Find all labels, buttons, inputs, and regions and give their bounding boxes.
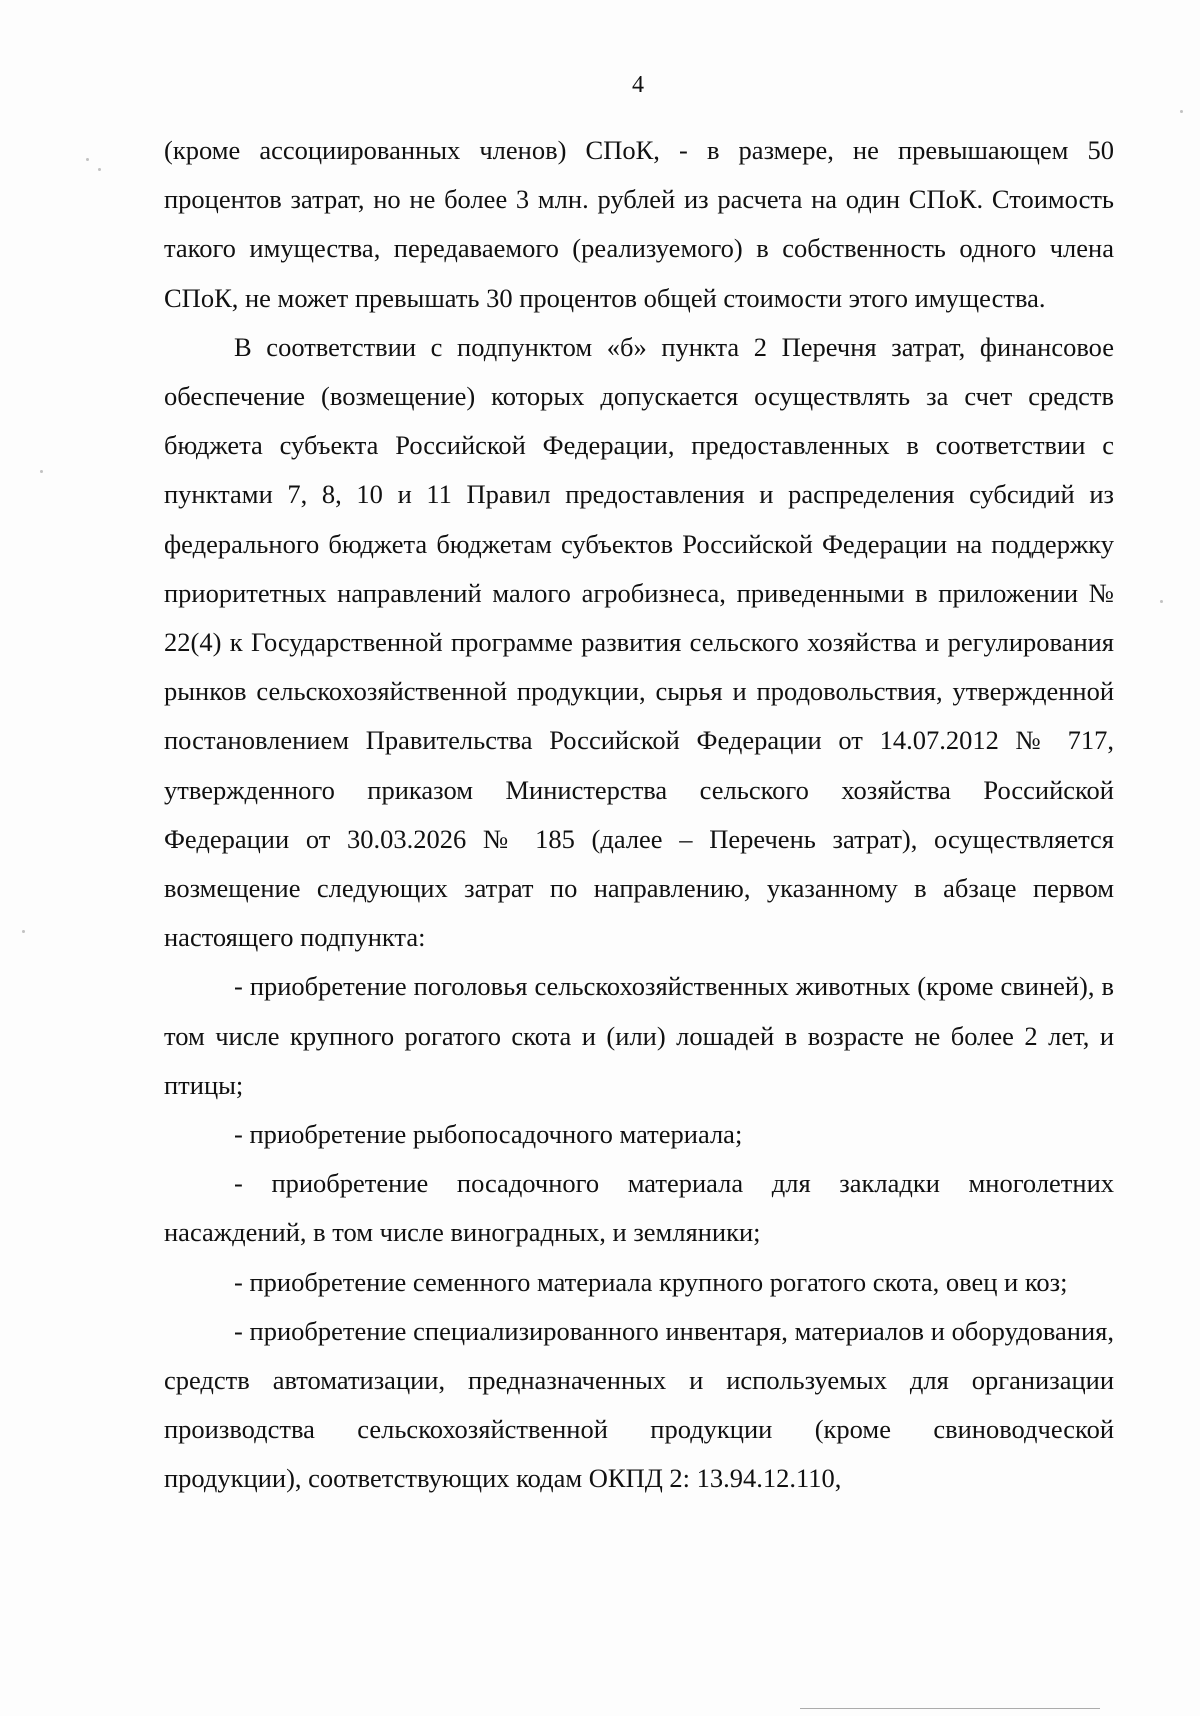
paragraph-main: В соответствии с подпунктом «б» пункта 2 Перечня затрат, финансовое обеспечение (возмещение) которых допускается осуществлять за счет средств бюджета субъекта Российской Федерации, предоставленных в соответствии с пунктами 7, 8, 10 и 11 Правил предоставления и распределения субсидий из федерального бюджета бюджетам субъектов Российской Федерации на поддержку приоритетных направлений малого агробизнеса, приведенными в приложении № 22(4) к Государственной программе развития сельского хозяйства и регулирования рынков сельскохозяйственной продукции, сырья и продовольствия, утвержденной постановлением Правительства Российской Федерации от 14.07.2012 № 717, утвержденного приказом Министерства сельского хозяйства Российской Федерации от 30.03.2026 № 185 (далее – Перечень затрат), осуществляется возмещение следующих затрат по направлению, указанному в абзаце первом настоящего подпункта:	[164, 331, 1114, 953]
document-body	[164, 126, 1114, 1504]
page-number: 4	[632, 72, 644, 98]
scan-speck	[98, 168, 101, 171]
scan-speck	[1180, 110, 1183, 113]
paragraph-continuation: (кроме ассоциированных членов) СПоК, - в размере, не превышающем 50 процентов затрат, но не более 3 млн. рублей из расчета на один СПоК. Стоимость такого имущества, передаваемого (реализуемого) в собственность одного члена СПоК, не может превышать 30 процентов общей стоимости этого имущества.	[164, 135, 1114, 313]
list-item-fish: - приобретение рыбопосадочного материала;	[234, 1119, 743, 1150]
list-item-equipment: - приобретение специализированного инвентаря, материалов и оборудования, средств автоматизации, предназначенных и используемых для организации производства сельскохозяйственной продукции (кроме свиноводческой продукции), соответствующих кодам ОКПД 2: 13.94.12.110,	[164, 1315, 1114, 1494]
scan-speck	[22, 930, 25, 933]
scan-speck	[1160, 600, 1163, 603]
list-item-planting: - приобретение посадочного материала для закладки многолетних насаждений, в том числе виноградных, и земляники;	[164, 1168, 1114, 1248]
list-item-seed: - приобретение семенного материала крупного рогатого скота, овец и коз;	[234, 1266, 1068, 1297]
list-item-livestock: - приобретение поголовья сельскохозяйственных животных (кроме свиней), в том числе крупного рогатого скота и (или) лошадей в возрасте не более 2 лет, и птицы;	[164, 971, 1114, 1100]
scan-speck	[86, 158, 89, 161]
scan-speck	[40, 470, 43, 473]
scan-edge-line	[800, 1708, 1100, 1709]
